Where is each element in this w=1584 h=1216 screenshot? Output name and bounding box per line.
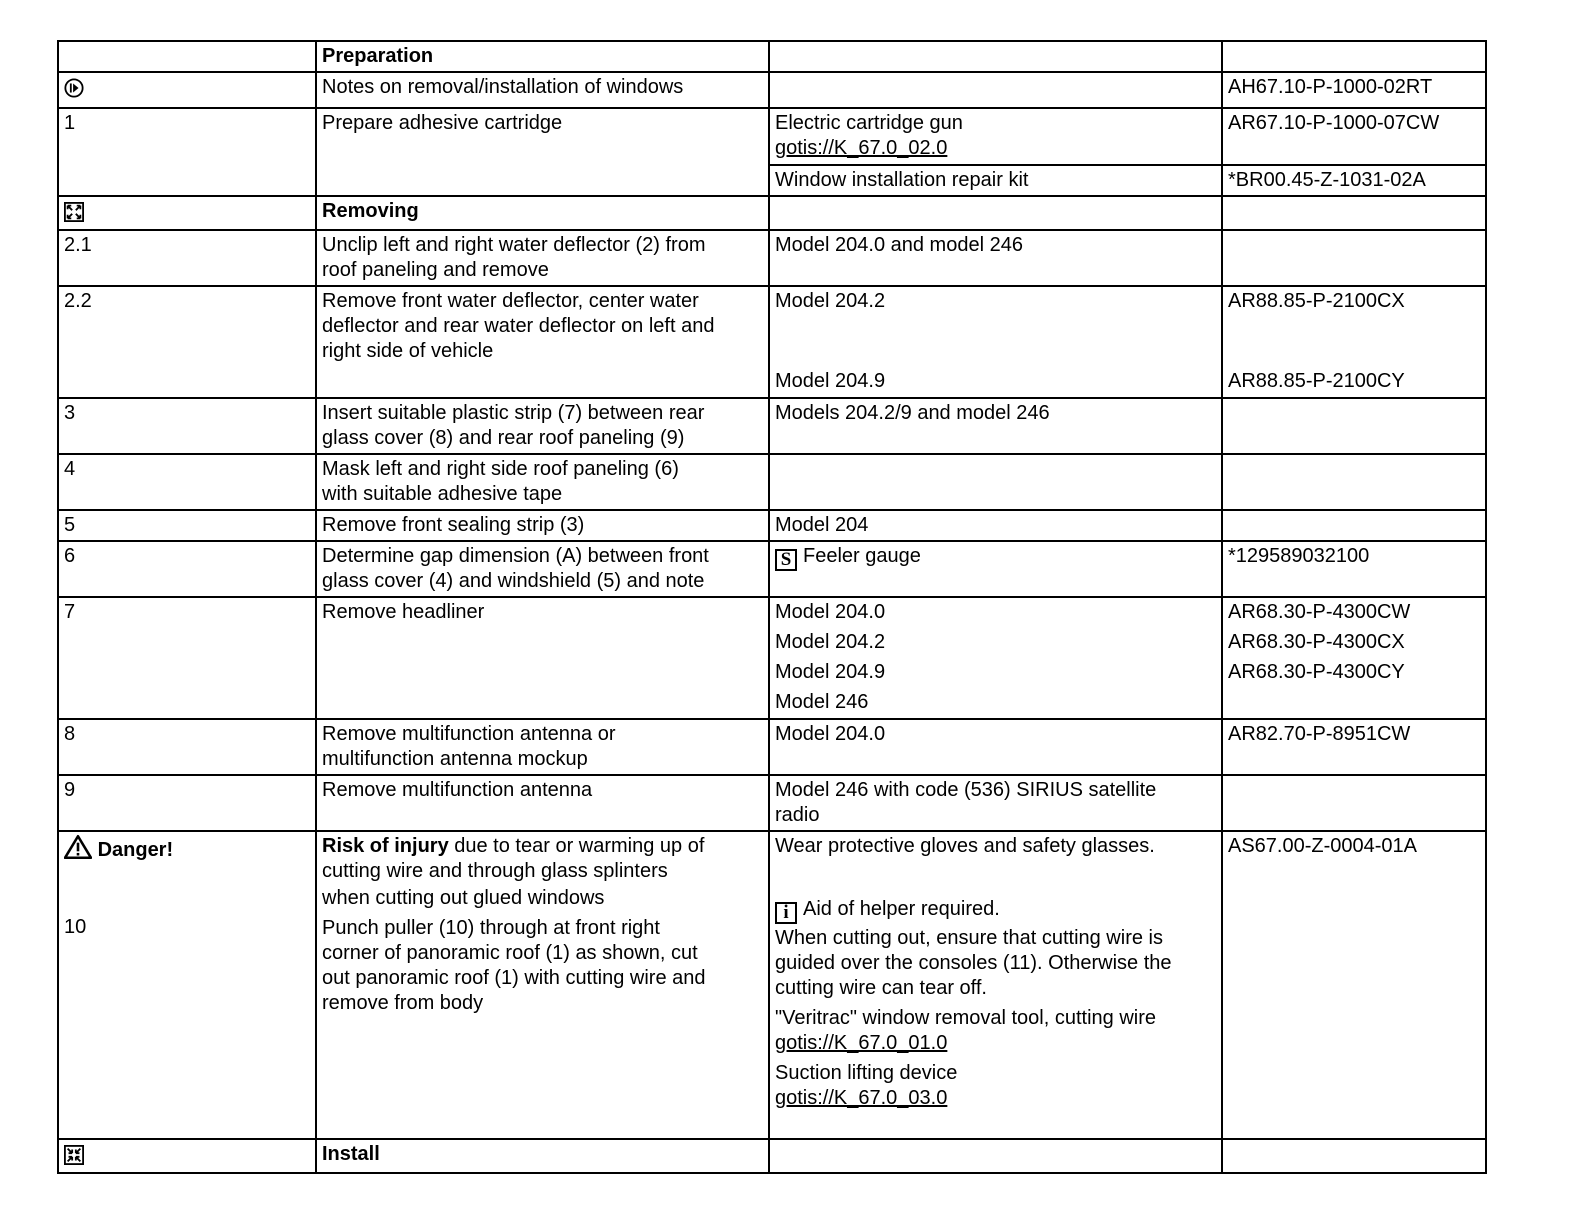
tool-name: Feeler gauge [803,545,921,567]
reference-link[interactable]: AR68.30-P-4300CX [1228,631,1405,653]
reference-link[interactable]: AS67.00-Z-0004-01A [1228,835,1418,857]
section-title-install: Install [322,1143,380,1165]
procedure-table [57,40,1487,1174]
step-text: remove from body [322,992,484,1014]
model-note: radio [775,804,820,826]
model-note: Model 204 [775,514,869,536]
reference-link[interactable]: AR68.30-P-4300CW [1228,601,1411,623]
model-note: Model 204.2 [775,290,886,312]
step-text: Prepare adhesive cartridge [322,112,563,134]
step-text: Mask left and right side roof paneling (6) [322,458,679,480]
tool-link[interactable]: gotis://K_67.0_03.0 [775,1087,948,1109]
step-number: 7 [64,601,76,623]
reference-link[interactable]: AR88.85-P-2100CY [1228,370,1405,392]
step-text: multifunction antenna mockup [322,748,588,770]
table-row [58,510,1486,541]
reference-link[interactable]: AR88.85-P-2100CX [1228,290,1405,312]
table-row [58,719,1486,775]
step-text: right side of vehicle [322,340,494,362]
tool-name: Electric cartridge gun [775,112,963,134]
step-number: 9 [64,779,76,801]
tool-link[interactable]: gotis://K_67.0_01.0 [775,1032,948,1054]
step-number: 3 [64,402,76,424]
model-note: Model 204.2 [775,631,886,653]
step-text: glass cover (4) and windshield (5) and note [322,570,705,592]
step-text: roof paneling and remove [322,259,549,281]
special-tool-icon: S [775,549,797,571]
table-row [58,196,1486,230]
model-note: Model 204.9 [775,370,886,392]
model-note: Model 204.0 [775,723,886,745]
step-text: deflector and rear water deflector on left and [322,315,715,337]
danger-title: Risk of injury [322,835,449,857]
table-row [58,41,1486,72]
step-text: Remove headliner [322,601,485,623]
model-note: Model 204.9 [775,661,886,683]
table-row [58,286,1486,398]
step-number: 8 [64,723,76,745]
section-title-preparation: Preparation [322,45,434,67]
step-text: out panoramic roof (1) with cutting wire and [322,967,706,989]
step-number: 4 [64,458,76,480]
step-number: 1 [64,112,76,134]
step-text: Remove front water deflector, center water [322,290,699,312]
step-number: 6 [64,545,76,567]
info-text: cutting wire can tear off. [775,977,987,999]
section-title-removing: Removing [322,200,419,222]
danger-text: cutting wire and through glass splinters [322,860,668,882]
tool-name: Suction lifting device [775,1062,958,1084]
step-text: Remove front sealing strip (3) [322,514,585,536]
table-row [58,775,1486,831]
model-note: Model 246 with code (536) SIRIUS satellite [775,779,1157,801]
part-number: *129589032100 [1228,545,1370,567]
table-row [58,398,1486,454]
model-note: Model 246 [775,691,869,713]
work-instruction-sheet [57,40,1485,1174]
table-row [58,230,1486,286]
table-row [58,541,1486,597]
step-number: 2.1 [64,234,92,256]
tool-name: Window installation repair kit [775,169,1029,191]
step-text: glass cover (8) and rear roof paneling (9) [322,427,685,449]
info-text: Aid of helper required. [803,898,1000,920]
step-text: Remove multifunction antenna or [322,723,616,745]
reference-link[interactable]: AR67.10-P-1000-07CW [1228,112,1440,134]
table-row [58,454,1486,510]
model-note: Model 204.0 [775,601,886,623]
info-text: guided over the consoles (11). Otherwise the [775,952,1172,974]
info-icon: i [775,902,797,924]
info-text: When cutting out, ensure that cutting wire is [775,927,1163,949]
step-text: Unclip left and right water deflector (2) from [322,234,706,256]
step-text: Remove multifunction antenna [322,779,593,801]
tool-name: "Veritrac" window removal tool, cutting wire [775,1007,1157,1029]
table-row [58,1139,1486,1173]
model-note: Models 204.2/9 and model 246 [775,402,1050,424]
removal-arrows-icon [64,202,84,222]
table-row [58,108,1486,196]
step-text: Insert suitable plastic strip (7) between rear [322,402,705,424]
warning-triangle-icon [64,834,92,860]
step-number: 10 [64,916,87,938]
table-row [58,72,1486,108]
step-text: Punch puller (10) through at front right [322,917,660,939]
install-arrows-icon [64,1145,84,1165]
danger-label [64,834,311,863]
reference-link[interactable]: AH67.10-P-1000-02RT [1228,76,1433,98]
step-text: with suitable adhesive tape [322,483,563,505]
step-number: 5 [64,514,76,536]
danger-text: when cutting out glued windows [322,887,605,909]
reference-link[interactable]: AR82.70-P-8951CW [1228,723,1411,745]
play-circle-icon [64,78,84,98]
table-row [58,597,1486,719]
tool-link[interactable]: gotis://K_67.0_02.0 [775,137,948,159]
safety-note: Wear protective gloves and safety glasses. [775,835,1155,857]
table-row [58,831,1486,1139]
step-number: 2.2 [64,290,92,312]
danger-text: due to tear or warming up of [448,835,705,857]
reference-link[interactable]: *BR00.45-Z-1031-02A [1228,169,1426,191]
step-text: Determine gap dimension (A) between front [322,545,709,567]
reference-link[interactable]: AR68.30-P-4300CY [1228,661,1405,683]
danger-text: Danger! [97,839,174,861]
step-text: Notes on removal/installation of windows [322,76,684,98]
step-text: corner of panoramic roof (1) as shown, cut [322,942,698,964]
model-note: Model 204.0 and model 246 [775,234,1023,256]
